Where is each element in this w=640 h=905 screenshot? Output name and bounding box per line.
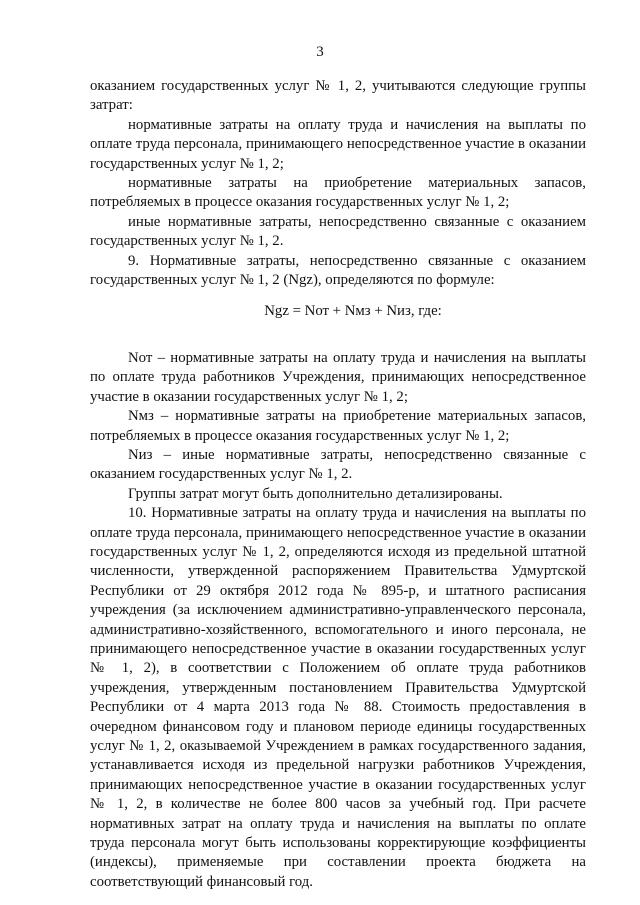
definition-not: Nот – нормативные затраты на оплату труда и начисления на выплаты по оплате труда работников Учреждения, принимающих непосредственное участие в оказании государственных услуг № 1, 2; — [90, 349, 586, 405]
paragraph-other-costs: иные нормативные затраты, непосредственно связанные с оказанием государственных услуг № 1, 2. — [90, 213, 586, 250]
paragraph-item-9: 9. Нормативные затраты, непосредственно связанные с оказанием государственных услуг № 1, 2 (Ngz), определяются по формуле: — [90, 252, 586, 289]
paragraph-intro: оказанием государственных услуг № 1, 2, учитываются следующие группы затрат: — [90, 78, 586, 114]
paragraph-labor-costs: нормативные затраты на оплату труда и начисления на выплаты по оплате труда персонала, принимающего непосредственное участие в оказании государственных услуг № 1, 2; — [90, 116, 586, 172]
paragraph-material-costs: нормативные затраты на приобретение материальных запасов, потребляемых в процессе оказания государственных услуг № 1, 2; — [90, 175, 586, 211]
paragraph-detail-note: Группы затрат могут быть дополнительно детализированы. — [128, 485, 503, 502]
definition-niz: Nиз – иные нормативные затраты, непосредственно связанные с оказанием государственных услуг № 1, 2. — [90, 446, 586, 483]
formula: Ngz = Nот + Nмз + Nиз, где: — [264, 303, 442, 320]
definition-nmz: Nмз – нормативные затраты на приобретение материальных запасов, потребляемых в процессе оказания государственных услуг № 1, 2; — [90, 408, 586, 444]
page-number: 3 — [316, 44, 324, 60]
paragraph-item-10: 10. Нормативные затраты на оплату труда и начисления на выплаты по оплате труда персонала, принимающего непосредственное участие в оказании государственных услуг № 1, 2, определяются исходя из предельной штатной численности, утвержденной распоряжением Правительства Удмуртской Республики от 29 октября 2012 года № 895-р, и штатного расписания учреждения (за исключением административно-управленческого персонала, административно-хозяйственного, вспомогательного и иного персонала, не принимающего непосредственное участие в оказании государственных услуг № 1, 2), в соответствии с Положением об оплате труда работников учреждения, утвержденным постановлением Правительства Удмуртской Республики от 4 марта 2013 года № 88. Стоимость предоставления в очередном финансовом году и плановом периоде единицы государственных услуг № 1, 2, оказываемой Учреждением в рамках государственного задания, устанавливается исходя из предельной нагрузки работников Учреждения, принимающих непосредственное участие в оказании государственных услуг № 1, 2, в количестве не более 800 часов за учебный год. При расчете нормативных затрат на оплату труда и начисления на выплаты по оплате труда персонала могут быть использованы корректирующие коэффициенты (индексы), применяемые при составлении проекта бюджета на соответствующий финансовый год. — [90, 505, 586, 890]
document-body — [90, 77, 586, 892]
